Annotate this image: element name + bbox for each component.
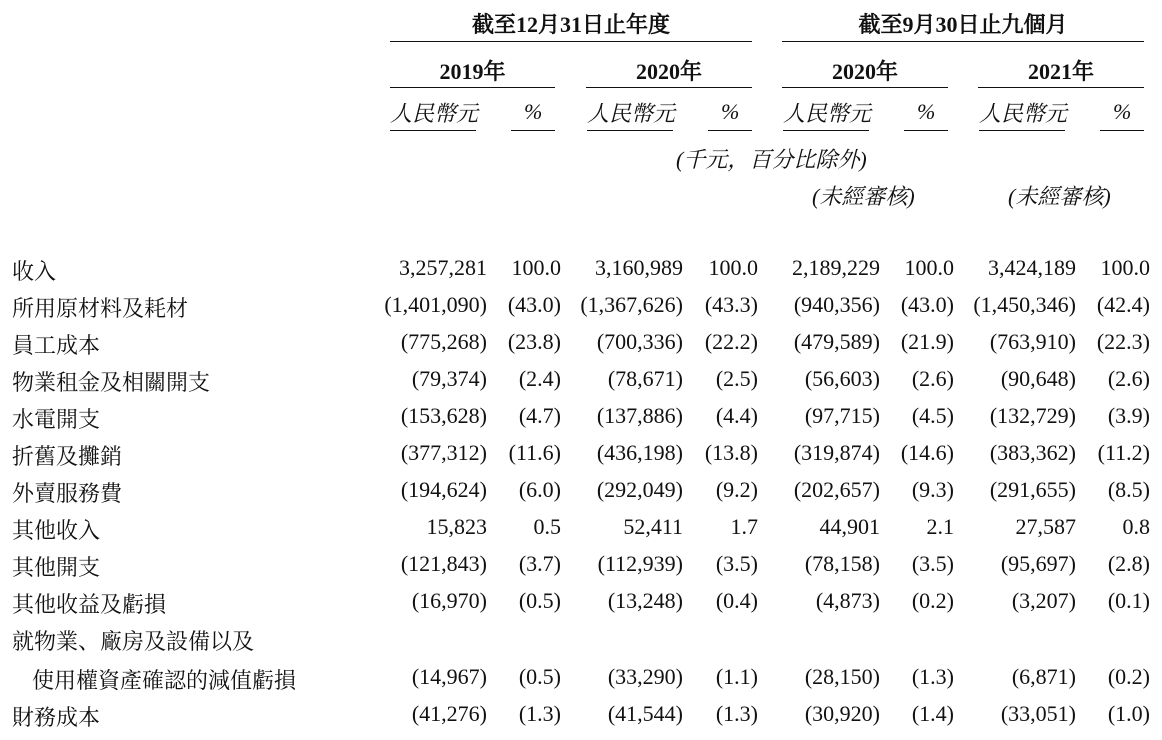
row-label: 使用權資產確認的減值虧損 — [32, 668, 297, 693]
cell-amount: (1,450,346) — [973, 292, 1076, 317]
cell-percent: (0.2) — [1107, 664, 1150, 689]
note-unaudited-2021: (未經審核) — [1008, 184, 1111, 209]
year-header-2021-9m: 2021年 — [1027, 59, 1094, 84]
cell-amount: (763,910) — [989, 329, 1076, 354]
cell-amount: (292,049) — [596, 477, 683, 502]
cell-percent: (4.5) — [911, 403, 954, 428]
unit-pct-2019: % — [524, 99, 543, 124]
cell-percent: (0.5) — [518, 664, 561, 689]
cell-percent: (1.3) — [911, 664, 954, 689]
cell-percent: (4.7) — [518, 403, 561, 428]
cell-amount: 52,411 — [623, 514, 683, 539]
cell-amount: (291,655) — [989, 477, 1076, 502]
cell-amount: (194,624) — [400, 477, 487, 502]
group-rule-nine-months — [782, 41, 1144, 42]
row-label: 物業租金及相關開支 — [12, 370, 211, 395]
cell-amount: (377,312) — [400, 440, 487, 465]
row-label: 其他收益及虧損 — [12, 592, 167, 617]
cell-amount: (153,628) — [400, 403, 487, 428]
row-label: 折舊及攤銷 — [12, 444, 123, 469]
cell-percent: 100.0 — [904, 255, 954, 280]
cell-percent: 100.0 — [1100, 255, 1150, 280]
row-label: 其他收入 — [12, 518, 101, 543]
cell-percent: (3.5) — [715, 551, 758, 576]
cell-percent: 0.5 — [533, 514, 561, 539]
cell-amount: (479,589) — [793, 329, 880, 354]
year-rule-2021-9m — [978, 87, 1144, 88]
cell-percent: (43.0) — [507, 292, 561, 317]
cell-percent: (1.1) — [715, 664, 758, 689]
year-header-2020-9m: 2020年 — [831, 59, 898, 84]
cell-percent: (2.6) — [911, 366, 954, 391]
cell-percent: (6.0) — [518, 477, 561, 502]
unit-rule-pct-2020-9m — [904, 130, 948, 131]
cell-amount: (95,697) — [1000, 551, 1076, 576]
cell-amount: (775,268) — [400, 329, 487, 354]
cell-amount: 27,587 — [1015, 514, 1076, 539]
cell-percent: (2.8) — [1107, 551, 1150, 576]
cell-amount: (319,874) — [793, 440, 880, 465]
cell-amount: (700,336) — [596, 329, 683, 354]
unit-rmb-2021-9m: 人民幣元 — [979, 101, 1068, 126]
cell-percent: (4.4) — [715, 403, 758, 428]
cell-percent: (2.6) — [1107, 366, 1150, 391]
cell-amount: (56,603) — [804, 366, 880, 391]
cell-percent: (0.4) — [715, 588, 758, 613]
unit-rule-pct-2020-fy — [708, 130, 752, 131]
cell-percent: (0.2) — [911, 588, 954, 613]
row-label: 外賣服務費 — [12, 481, 123, 506]
cell-percent: (11.6) — [508, 440, 561, 465]
cell-percent: 0.8 — [1122, 514, 1150, 539]
cell-percent: (21.9) — [900, 329, 954, 354]
cell-amount: (137,886) — [596, 403, 683, 428]
cell-percent: (22.2) — [704, 329, 758, 354]
cell-percent: 2.1 — [926, 514, 954, 539]
cell-amount: (79,374) — [411, 366, 487, 391]
year-rule-2020-9m — [782, 87, 948, 88]
cell-percent: (1.4) — [911, 701, 954, 726]
note-unaudited-2020: (未經審核) — [812, 184, 915, 209]
cell-percent: 100.0 — [708, 255, 758, 280]
cell-amount: (132,729) — [989, 403, 1076, 428]
unit-pct-2020-fy: % — [721, 99, 740, 124]
unit-rmb-2020-fy: 人民幣元 — [587, 101, 676, 126]
cell-percent: (9.3) — [911, 477, 954, 502]
cell-percent: (3.9) — [1107, 403, 1150, 428]
cell-amount: (14,967) — [411, 664, 487, 689]
cell-percent: (3.7) — [518, 551, 561, 576]
cell-percent: (43.0) — [900, 292, 954, 317]
unit-rule-rmb-2020-fy — [587, 130, 673, 131]
cell-percent: (2.5) — [715, 366, 758, 391]
unit-pct-2020-9m: % — [917, 99, 936, 124]
unit-rule-pct-2019 — [511, 130, 555, 131]
cell-amount: (41,276) — [411, 701, 487, 726]
cell-percent: (0.5) — [518, 588, 561, 613]
cell-percent: (9.2) — [715, 477, 758, 502]
row-label: 所用原材料及耗材 — [12, 296, 189, 321]
cell-percent: (42.4) — [1096, 292, 1150, 317]
year-header-2020-fy: 2020年 — [635, 59, 702, 84]
cell-amount: (28,150) — [804, 664, 880, 689]
year-rule-2020-fy — [586, 87, 752, 88]
cell-percent: (1.3) — [715, 701, 758, 726]
cell-percent: (1.0) — [1107, 701, 1150, 726]
unit-rule-rmb-2019 — [390, 130, 476, 131]
cell-percent: (11.2) — [1097, 440, 1150, 465]
cell-amount: (940,356) — [793, 292, 880, 317]
cell-amount: (112,939) — [597, 551, 683, 576]
cell-percent: (14.6) — [900, 440, 954, 465]
cell-percent: 100.0 — [511, 255, 561, 280]
cell-amount: (33,290) — [607, 664, 683, 689]
row-label: 就物業、廠房及設備以及 — [12, 629, 255, 654]
cell-amount: (13,248) — [607, 588, 683, 613]
cell-percent: (3.5) — [911, 551, 954, 576]
cell-percent: (2.4) — [518, 366, 561, 391]
cell-amount: 2,189,229 — [792, 255, 880, 280]
cell-amount: (1,367,626) — [580, 292, 683, 317]
group-title-nine-months: 截至9月30日止九個月 — [858, 12, 1068, 37]
row-label: 水電開支 — [12, 407, 101, 432]
row-label: 其他開支 — [12, 555, 101, 580]
cell-amount: 15,823 — [426, 514, 487, 539]
unit-rule-rmb-2021-9m — [979, 130, 1065, 131]
cell-percent: (23.8) — [507, 329, 561, 354]
group-title-fiscal-year: 截至12月31日止年度 — [471, 12, 670, 37]
note-thousands: (千元，百分比除外) — [676, 147, 867, 172]
unit-pct-2021-9m: % — [1113, 99, 1132, 124]
cell-amount: 3,160,989 — [595, 255, 683, 280]
unit-rmb-2019: 人民幣元 — [390, 101, 479, 126]
row-label: 財務成本 — [12, 705, 101, 730]
row-label: 收入 — [12, 259, 57, 284]
cell-amount: (78,671) — [607, 366, 683, 391]
unit-rmb-2020-9m: 人民幣元 — [783, 101, 872, 126]
cell-amount: (4,873) — [815, 588, 880, 613]
unit-rule-pct-2021-9m — [1100, 130, 1144, 131]
cell-amount: (3,207) — [1011, 588, 1076, 613]
cell-amount: (436,198) — [596, 440, 683, 465]
cell-amount: (121,843) — [400, 551, 487, 576]
cell-amount: (78,158) — [804, 551, 880, 576]
year-rule-2019 — [390, 87, 555, 88]
cell-amount: (33,051) — [1000, 701, 1076, 726]
cell-amount: (383,362) — [989, 440, 1076, 465]
cell-percent: (13.8) — [704, 440, 758, 465]
cell-amount: (97,715) — [804, 403, 880, 428]
cell-percent: (0.1) — [1107, 588, 1150, 613]
cell-amount: (1,401,090) — [384, 292, 487, 317]
cell-amount: (6,871) — [1011, 664, 1076, 689]
cell-amount: 3,257,281 — [399, 255, 487, 280]
cell-percent: 1.7 — [730, 514, 758, 539]
cell-percent: (8.5) — [1107, 477, 1150, 502]
cell-amount: 3,424,189 — [988, 255, 1076, 280]
cell-amount: (16,970) — [411, 588, 487, 613]
cell-percent: (1.3) — [518, 701, 561, 726]
unit-rule-rmb-2020-9m — [783, 130, 869, 131]
cell-percent: (22.3) — [1096, 329, 1150, 354]
cell-percent: (43.3) — [704, 292, 758, 317]
group-rule-fiscal-year — [390, 41, 752, 42]
cell-amount: (41,544) — [607, 701, 683, 726]
row-label: 員工成本 — [12, 333, 101, 358]
cell-amount: 44,901 — [819, 514, 880, 539]
cell-amount: (30,920) — [804, 701, 880, 726]
cell-amount: (202,657) — [793, 477, 880, 502]
year-header-2019: 2019年 — [439, 59, 506, 84]
cell-amount: (90,648) — [1000, 366, 1076, 391]
